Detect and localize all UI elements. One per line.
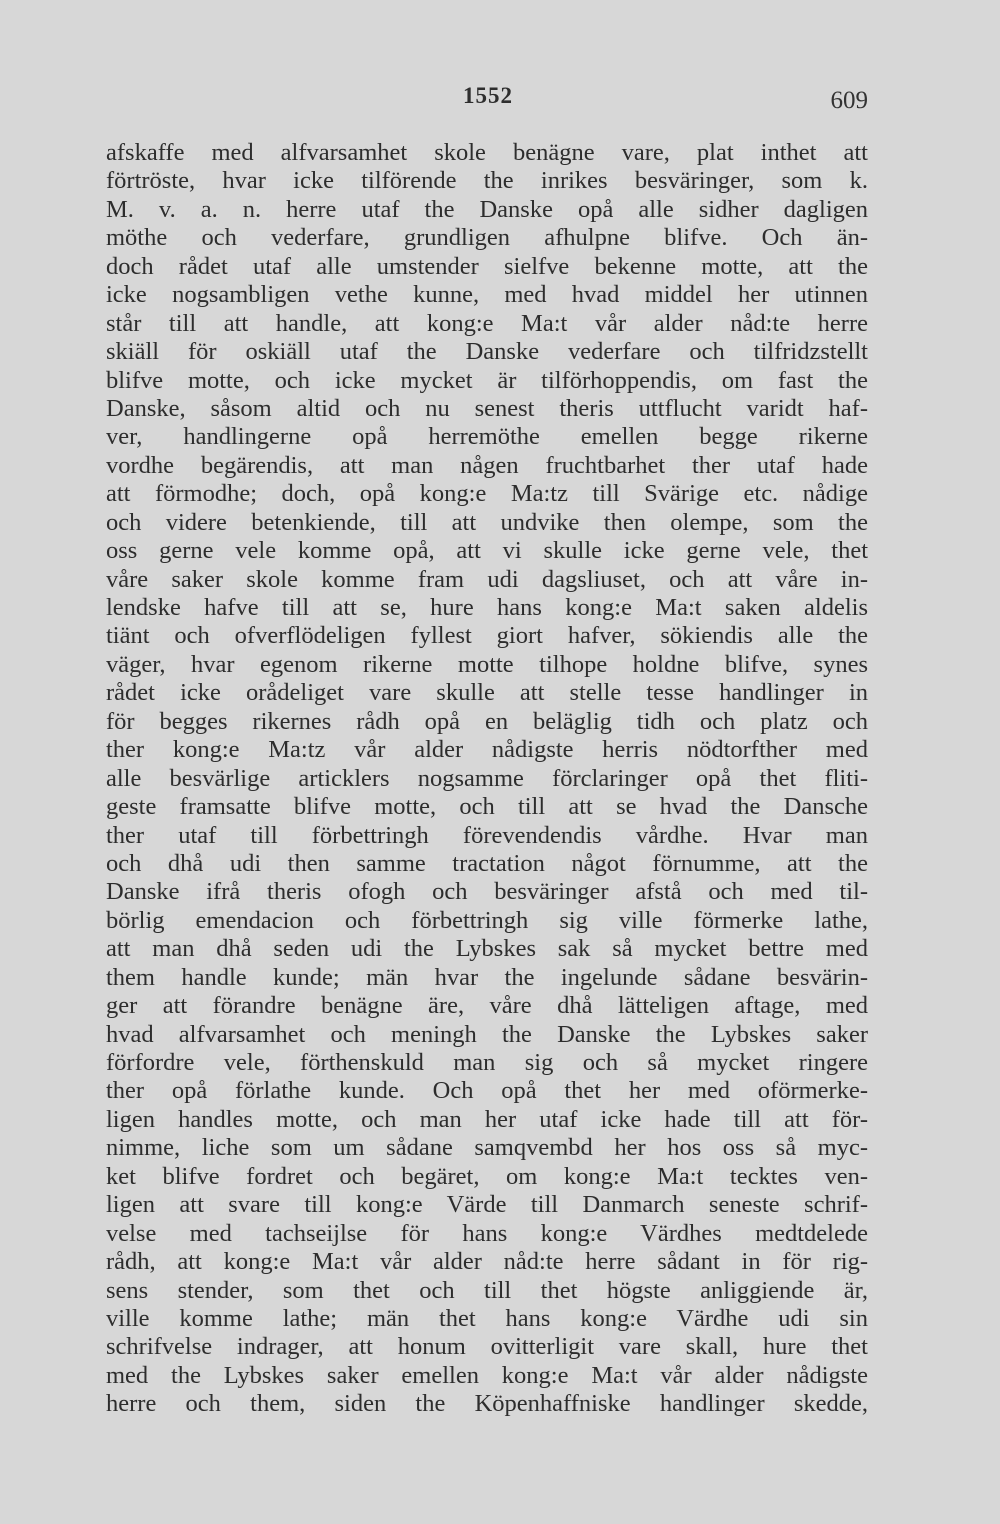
text-line: schrifvelse indrager, att honum ovitterligit vare skall, hure thet: [106, 1333, 868, 1361]
text-line: ther opå förlathe kunde. Och opå thet her med oförmerke-: [106, 1077, 868, 1105]
text-line: och dhå udi then samme tractation något förnumme, att the: [106, 849, 868, 877]
text-line: ther kong:e Ma:tz vår alder nådigste herris nödtorfther med: [106, 736, 868, 764]
text-line: vordhe begärendis, att man någen fruchtbarhet ther utaf hade: [106, 451, 868, 479]
text-line: våre saker skole komme fram udi dagsliuset, och att våre in-: [106, 565, 868, 593]
text-line: velse med tachseijlse för hans kong:e Värdhes medtdelede: [106, 1219, 868, 1247]
text-line: sens stender, som thet och till thet högste anliggiende är,: [106, 1276, 868, 1304]
text-line: oss gerne vele komme opå, att vi skulle icke gerne vele, thet: [106, 537, 868, 565]
text-line: ket blifve fordret och begäret, om kong:e Ma:t tecktes ven-: [106, 1162, 868, 1190]
text-line: M. v. a. n. herre utaf the Danske opå alle sidher dagligen: [106, 195, 868, 223]
text-line: att man dhå seden udi the Lybskes sak så mycket bettre med: [106, 935, 868, 963]
text-line: ligen handles motte, och man her utaf icke hade till att för-: [106, 1105, 868, 1133]
text-line: Danske, såsom altid och nu senest theris uttflucht varidt haf-: [106, 394, 868, 422]
text-line: börlig emendacion och förbettringh sig ville förmerke lathe,: [106, 906, 868, 934]
text-line: nimme, liche som um sådane samqvembd her hos oss så myc-: [106, 1134, 868, 1162]
text-line: väger, hvar egenom rikerne motte tilhope holdne blifve, synes: [106, 650, 868, 678]
text-line: blifve motte, och icke mycket är tilförhoppendis, om fast the: [106, 366, 868, 394]
text-line: ver, handlingerne opå herremöthe emellen begge rikerne: [106, 423, 868, 451]
text-line: förfordre vele, förthenskuld man sig och så mycket ringere: [106, 1049, 868, 1076]
text-line: och videre betenkiende, till att undvike then olempe, som the: [106, 508, 868, 536]
text-line: förtröste, hvar icke tilförende the inrikes besväringer, som k.: [106, 167, 868, 195]
text-line: att förmodhe; doch, opå kong:e Ma:tz till Svärige etc. nådige: [106, 480, 868, 508]
text-line: Danske ifrå theris ofogh och besväringer afstå och med til-: [106, 878, 868, 906]
text-line: ville komme lathe; män thet hans kong:e Värdhe udi sin: [106, 1304, 868, 1332]
text-line: ther utaf till förbettringh förevendendis vårdhe. Hvar man: [106, 821, 868, 849]
text-line: för begges rikernes rådh opå en beläglig tidh och platz och: [106, 707, 868, 735]
text-line: geste framsatte blifve motte, och till att se hvad the Dansche: [106, 793, 868, 821]
text-line: rådet icke orådeliget vare skulle att stelle tesse handlinger in: [106, 679, 868, 707]
page-header: [108, 83, 868, 123]
running-head-year: 1552: [463, 83, 513, 108]
text-line: herre och them, siden the Köpenhaffniske handlinger skedde,: [106, 1390, 868, 1418]
text-line: lendske hafve till att se, hure hans kong:e Ma:t saken aldelis: [106, 594, 868, 621]
text-line: afskaffe med alfvarsamhet skole benägne vare, plat inthet att: [106, 139, 868, 166]
text-line: alle besvärlige articklers nogsamme förclaringer opå thet fliti-: [106, 764, 868, 792]
page-number: 609: [830, 87, 868, 114]
text-line: står till att handle, att kong:e Ma:t vår alder nåd:te herre: [106, 309, 868, 337]
text-line: rådh, att kong:e Ma:t vår alder nåd:te herre sådant in för rig-: [106, 1248, 868, 1276]
body-text: [106, 139, 868, 1419]
text-line: möthe och vederfare, grundligen afhulpne blifve. Och än-: [106, 224, 868, 252]
text-line: ligen att svare till kong:e Värde till Danmarch seneste schrif-: [106, 1191, 868, 1219]
text-line: ger att förandre benägne äre, våre dhå lätteligen aftage, med: [106, 992, 868, 1020]
text-line: tiänt och ofverflödeligen fyllest giort hafver, sökiendis alle the: [106, 622, 868, 650]
text-line: doch rådet utaf alle umstender sielfve bekenne motte, att the: [106, 252, 868, 280]
text-line: hvad alfvarsamhet och meningh the Danske the Lybskes saker: [106, 1020, 868, 1048]
text-line: med the Lybskes saker emellen kong:e Ma:t vår alder nådigste: [106, 1361, 868, 1389]
text-line: them handle kunde; män hvar the ingelunde sådane besvärin-: [106, 963, 868, 991]
text-line: icke nogsambligen vethe kunne, med hvad middel her utinnen: [106, 281, 868, 309]
text-line: skiäll för oskiäll utaf the Danske vederfare och tilfridzstellt: [106, 338, 868, 366]
